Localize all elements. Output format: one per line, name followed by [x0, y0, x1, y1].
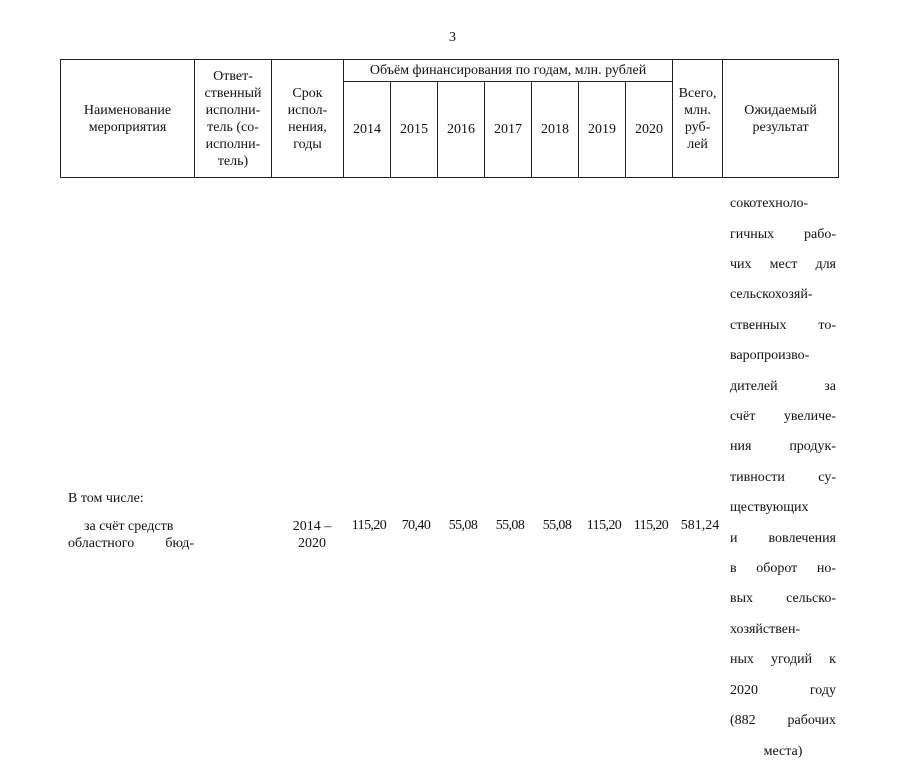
result-line: места) [763, 743, 803, 759]
row-label-line: за счёт средств [84, 519, 174, 534]
header-year: 2014 [344, 82, 391, 178]
row-period [284, 518, 340, 552]
row-label-line: областного бюд- [68, 536, 194, 551]
row-period-end: 2020 [298, 536, 326, 551]
row-value-2015: 70,40 [401, 518, 431, 533]
result-line: ния продук- [730, 439, 836, 455]
result-line: ных угодий к [730, 652, 836, 668]
result-line: сельскохозяй- [730, 287, 813, 303]
result-line: хозяйствен- [730, 621, 801, 637]
in-that-number-label: В том числе: [68, 491, 144, 506]
row-label [68, 518, 194, 552]
result-line: в оборот но- [730, 561, 836, 577]
table-header [60, 59, 839, 178]
row-value-2019: 115,20 [586, 518, 622, 533]
header-financing: Объём финансирования по годам, млн. рублей [344, 60, 673, 82]
result-line: ственных то- [730, 317, 836, 333]
result-line: 2020 году [730, 682, 836, 698]
result-line: тивности су- [730, 469, 836, 485]
header-year: 2020 [626, 82, 673, 178]
row-value-2017: 55,08 [495, 518, 525, 533]
row-period-start: 2014 – [292, 519, 332, 534]
result-line: чих мест для [730, 257, 836, 273]
result-line: гичных рабо- [730, 226, 836, 242]
result-line: и вовлечения [730, 530, 836, 546]
result-line: сокотехноло- [730, 196, 809, 212]
header-year: 2018 [532, 82, 579, 178]
page-number: 3 [449, 30, 456, 45]
header-year: 2016 [438, 82, 485, 178]
header-total: Всего, млн. руб- лей [673, 60, 723, 178]
result-line: ществующих [730, 500, 809, 516]
header-year: 2017 [485, 82, 532, 178]
header-result: Ожидаемый результат [723, 60, 839, 178]
result-line: счёт увеличе- [730, 409, 836, 425]
header-executor: Ответ- ственный исполни- тель (со- исполни- тель) [195, 60, 272, 178]
result-line: дителей за [730, 378, 836, 394]
row-value-2020: 115,20 [633, 518, 669, 533]
result-line: (882 рабочих [730, 713, 836, 729]
result-line: варопроизво- [730, 348, 810, 364]
header-year: 2015 [391, 82, 438, 178]
row-total: 581,24 [680, 518, 720, 533]
header-term: Срок испол- нения, годы [272, 60, 344, 178]
row-value-2014: 115,20 [351, 518, 387, 533]
header-name: Наименование мероприятия [61, 60, 195, 178]
header-year: 2019 [579, 82, 626, 178]
result-line: вых сельско- [730, 591, 836, 607]
expected-result-continued [730, 181, 836, 774]
row-value-2016: 55,08 [448, 518, 478, 533]
row-value-2018: 55,08 [542, 518, 572, 533]
